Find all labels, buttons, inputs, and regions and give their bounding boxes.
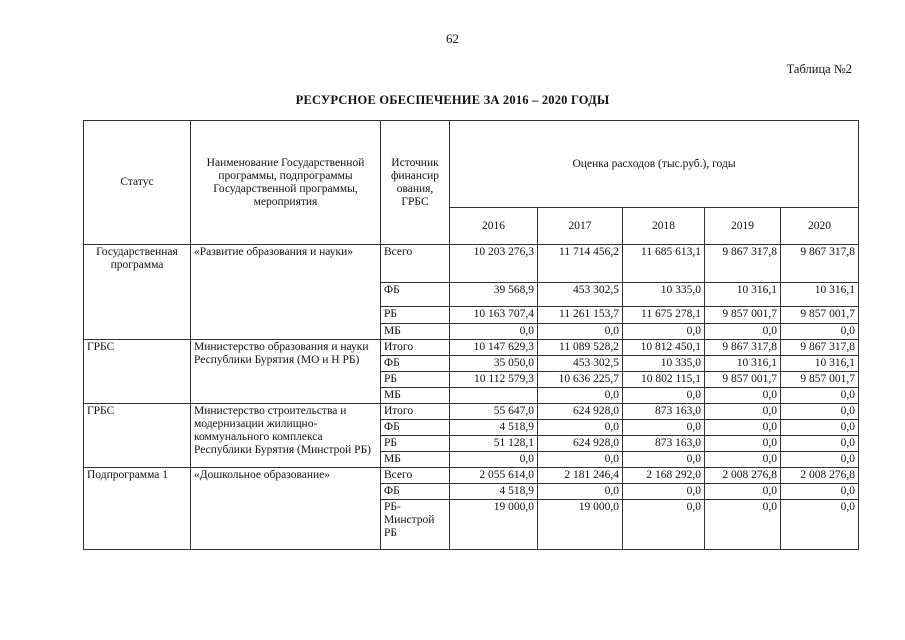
value-cell: 9 867 317,8: [781, 340, 859, 356]
value-cell: 35 050,0: [450, 356, 538, 372]
value-cell: 10 147 629,3: [450, 340, 538, 356]
status-cell: Государственная программа: [84, 245, 191, 340]
value-cell: 0,0: [705, 436, 781, 452]
value-cell: 0,0: [705, 500, 781, 550]
header-year: 2020: [781, 208, 859, 245]
value-cell: 2 008 276,8: [705, 468, 781, 484]
value-cell: 0,0: [450, 324, 538, 340]
status-cell: ГРБС: [84, 404, 191, 468]
value-cell: 0,0: [781, 324, 859, 340]
value-cell: 10 316,1: [705, 283, 781, 307]
name-cell: Министерство строительства и модернизации жилищно-коммунального комплекса Республики Бурятия (Минстрой РБ): [191, 404, 381, 468]
value-cell: 4 518,9: [450, 484, 538, 500]
page-number: 62: [446, 31, 459, 46]
source-cell: РБ: [381, 372, 450, 388]
value-cell: 0,0: [781, 452, 859, 468]
value-cell: 0,0: [538, 324, 623, 340]
source-cell: МБ: [381, 324, 450, 340]
document-title: РЕСУРСНОЕ ОБЕСПЕЧЕНИЕ ЗА 2016 – 2020 ГОДЫ: [295, 93, 610, 107]
value-cell: 0,0: [705, 324, 781, 340]
source-cell: ФБ: [381, 283, 450, 307]
value-cell: 11 685 613,1: [623, 245, 705, 283]
status-cell: ГРБС: [84, 340, 191, 404]
value-cell: 0,0: [538, 420, 623, 436]
value-cell: [450, 388, 538, 404]
value-cell: 51 128,1: [450, 436, 538, 452]
value-cell: 10 636 225,7: [538, 372, 623, 388]
header-status: Статус: [84, 121, 191, 245]
value-cell: 55 647,0: [450, 404, 538, 420]
value-cell: 0,0: [623, 324, 705, 340]
value-cell: 10 802 115,1: [623, 372, 705, 388]
value-cell: 2 055 614,0: [450, 468, 538, 484]
value-cell: 10 112 579,3: [450, 372, 538, 388]
value-cell: 9 867 317,8: [705, 245, 781, 283]
source-cell: МБ: [381, 388, 450, 404]
source-cell: ФБ: [381, 356, 450, 372]
header-row: [84, 121, 859, 208]
value-cell: 624 928,0: [538, 436, 623, 452]
value-cell: 0,0: [623, 388, 705, 404]
value-cell: 0,0: [623, 500, 705, 550]
value-cell: 11 261 153,7: [538, 307, 623, 324]
name-cell: «Дошкольное образование»: [191, 468, 381, 550]
value-cell: 0,0: [623, 420, 705, 436]
value-cell: 0,0: [781, 420, 859, 436]
status-cell: Подпрограмма 1: [84, 468, 191, 550]
value-cell: 10 203 276,3: [450, 245, 538, 283]
value-cell: 2 168 292,0: [623, 468, 705, 484]
value-cell: 873 163,0: [623, 404, 705, 420]
table-row: [84, 404, 859, 420]
name-cell: «Развитие образования и науки»: [191, 245, 381, 340]
value-cell: 0,0: [705, 452, 781, 468]
value-cell: 0,0: [705, 388, 781, 404]
header-estimate: Оценка расходов (тыс.руб.), годы: [450, 121, 859, 208]
value-cell: 0,0: [538, 484, 623, 500]
value-cell: 2 181 246,4: [538, 468, 623, 484]
value-cell: 624 928,0: [538, 404, 623, 420]
value-cell: 0,0: [450, 452, 538, 468]
value-cell: 19 000,0: [450, 500, 538, 550]
header-source: Источник финансир ования, ГРБС: [381, 121, 450, 245]
value-cell: 0,0: [781, 388, 859, 404]
source-cell: Итого: [381, 340, 450, 356]
value-cell: 9 867 317,8: [781, 245, 859, 283]
source-cell: МБ: [381, 452, 450, 468]
value-cell: 0,0: [781, 404, 859, 420]
value-cell: 453 302,5: [538, 283, 623, 307]
value-cell: 0,0: [538, 452, 623, 468]
source-cell: РБ: [381, 307, 450, 324]
value-cell: 0,0: [623, 452, 705, 468]
value-cell: 10 163 707,4: [450, 307, 538, 324]
source-cell: РБ: [381, 436, 450, 452]
value-cell: 11 675 278,1: [623, 307, 705, 324]
value-cell: 10 316,1: [781, 356, 859, 372]
value-cell: 0,0: [781, 500, 859, 550]
value-cell: 0,0: [705, 420, 781, 436]
value-cell: 9 857 001,7: [705, 372, 781, 388]
source-cell: РБ-Минстрой РБ: [381, 500, 450, 550]
value-cell: 9 857 001,7: [705, 307, 781, 324]
value-cell: 10 335,0: [623, 283, 705, 307]
value-cell: 453 302,5: [538, 356, 623, 372]
value-cell: 10 335,0: [623, 356, 705, 372]
value-cell: 0,0: [623, 484, 705, 500]
value-cell: 0,0: [538, 388, 623, 404]
resource-table: [83, 120, 859, 550]
value-cell: 9 857 001,7: [781, 372, 859, 388]
source-cell: Всего: [381, 245, 450, 283]
value-cell: 4 518,9: [450, 420, 538, 436]
value-cell: 11 089 528,2: [538, 340, 623, 356]
table-row: [84, 468, 859, 484]
value-cell: 10 316,1: [705, 356, 781, 372]
value-cell: 0,0: [705, 484, 781, 500]
value-cell: 0,0: [705, 404, 781, 420]
value-cell: 10 316,1: [781, 283, 859, 307]
value-cell: 19 000,0: [538, 500, 623, 550]
value-cell: 2 008 276,8: [781, 468, 859, 484]
header-year: 2016: [450, 208, 538, 245]
table-body: [84, 121, 859, 550]
name-cell: Министерство образования и науки Республики Бурятия (МО и Н РБ): [191, 340, 381, 404]
source-cell: Итого: [381, 404, 450, 420]
table-row: [84, 340, 859, 356]
value-cell: 39 568,9: [450, 283, 538, 307]
table-row: [84, 245, 859, 283]
source-cell: Всего: [381, 468, 450, 484]
value-cell: 9 857 001,7: [781, 307, 859, 324]
source-cell: ФБ: [381, 484, 450, 500]
header-year: 2017: [538, 208, 623, 245]
source-cell: ФБ: [381, 420, 450, 436]
value-cell: 10 812 450,1: [623, 340, 705, 356]
table-label: Таблица №2: [786, 62, 852, 76]
header-year: 2019: [705, 208, 781, 245]
value-cell: 873 163,0: [623, 436, 705, 452]
value-cell: 0,0: [781, 436, 859, 452]
value-cell: 9 867 317,8: [705, 340, 781, 356]
header-year: 2018: [623, 208, 705, 245]
header-name: Наименование Государственной программы, подпрограммы Государственной программы, мероприятия: [191, 121, 381, 245]
value-cell: 0,0: [781, 484, 859, 500]
value-cell: 11 714 456,2: [538, 245, 623, 283]
